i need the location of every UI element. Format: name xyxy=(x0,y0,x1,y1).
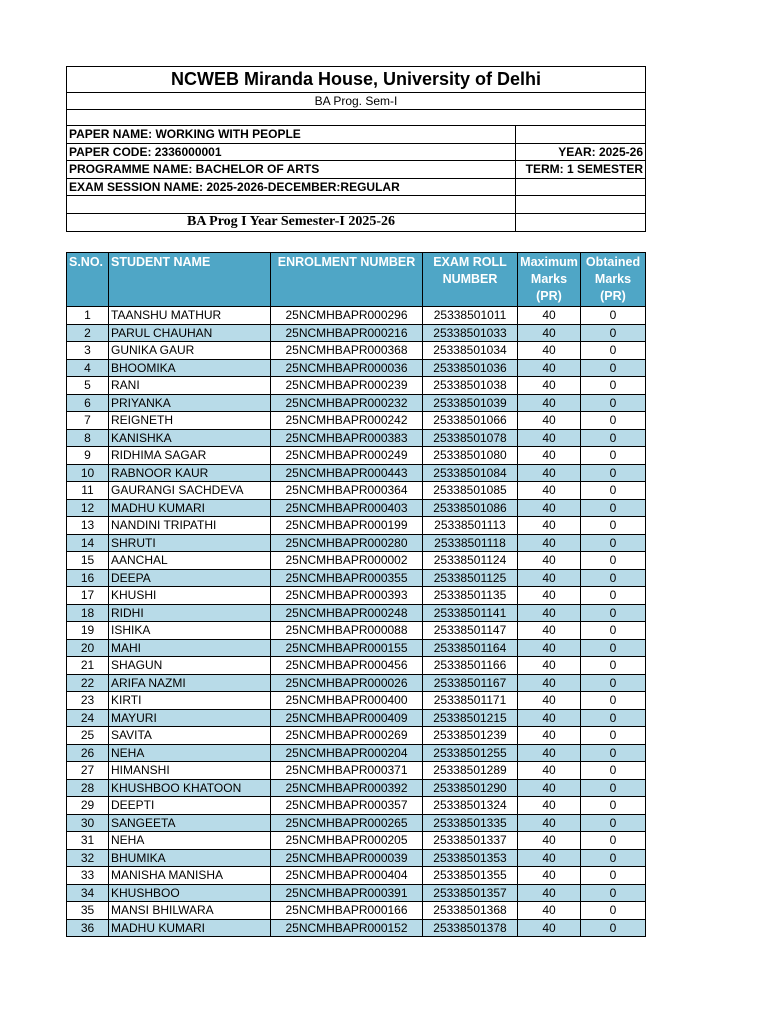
cell-obtained-marks: 0 xyxy=(581,552,646,570)
table-row xyxy=(67,342,646,360)
blank-cell xyxy=(516,178,646,196)
cell-enrolment: 25NCMHBAPR000249 xyxy=(271,447,423,465)
cell-sno: 25 xyxy=(67,727,109,745)
cell-obtained-marks: 0 xyxy=(581,639,646,657)
table-row xyxy=(67,587,646,605)
cell-max-marks: 40 xyxy=(518,394,581,412)
cell-obtained-marks: 0 xyxy=(581,849,646,867)
table-row xyxy=(67,604,646,622)
cell-student-name: KHUSHBOO xyxy=(109,884,271,902)
cell-sno: 19 xyxy=(67,622,109,640)
cell-sno: 18 xyxy=(67,604,109,622)
paper-name: PAPER NAME: WORKING WITH PEOPLE xyxy=(67,126,516,144)
cell-student-name: RABNOOR KAUR xyxy=(109,464,271,482)
cell-enrolment: 25NCMHBAPR000371 xyxy=(271,762,423,780)
cell-student-name: BHUMIKA xyxy=(109,849,271,867)
cell-student-name: ARIFA NAZMI xyxy=(109,674,271,692)
cell-sno: 20 xyxy=(67,639,109,657)
cell-exam-roll: 25338501171 xyxy=(423,692,518,710)
table-row xyxy=(67,692,646,710)
cell-obtained-marks: 0 xyxy=(581,517,646,535)
blank-cell xyxy=(67,196,516,214)
cell-student-name: DEEPTI xyxy=(109,797,271,815)
cell-exam-roll: 25338501084 xyxy=(423,464,518,482)
table-row xyxy=(67,779,646,797)
column-header-sno: S.NO. xyxy=(67,253,109,307)
cell-sno: 22 xyxy=(67,674,109,692)
cell-obtained-marks: 0 xyxy=(581,919,646,937)
table-row xyxy=(67,884,646,902)
cell-student-name: PRIYANKA xyxy=(109,394,271,412)
cell-max-marks: 40 xyxy=(518,412,581,430)
cell-sno: 35 xyxy=(67,902,109,920)
cell-max-marks: 40 xyxy=(518,324,581,342)
table-row xyxy=(67,639,646,657)
cell-enrolment: 25NCMHBAPR000403 xyxy=(271,499,423,517)
cell-obtained-marks: 0 xyxy=(581,762,646,780)
cell-obtained-marks: 0 xyxy=(581,447,646,465)
table-row xyxy=(67,832,646,850)
table-row xyxy=(67,849,646,867)
cell-exam-roll: 25338501368 xyxy=(423,902,518,920)
table-header-row xyxy=(67,253,646,307)
cell-max-marks: 40 xyxy=(518,499,581,517)
cell-sno: 7 xyxy=(67,412,109,430)
term: TERM: 1 SEMESTER xyxy=(516,161,646,179)
table-row xyxy=(67,429,646,447)
cell-student-name: SHAGUN xyxy=(109,657,271,675)
column-header-max-marks: Maximum Marks (PR) xyxy=(518,253,581,307)
cell-enrolment: 25NCMHBAPR000404 xyxy=(271,867,423,885)
cell-exam-roll: 25338501125 xyxy=(423,569,518,587)
column-header-obtained-marks: Obtained Marks (PR) xyxy=(581,253,646,307)
cell-max-marks: 40 xyxy=(518,657,581,675)
cell-student-name: NEHA xyxy=(109,832,271,850)
cell-student-name: REIGNETH xyxy=(109,412,271,430)
cell-exam-roll: 25338501080 xyxy=(423,447,518,465)
cell-obtained-marks: 0 xyxy=(581,744,646,762)
table-row xyxy=(67,709,646,727)
cell-enrolment: 25NCMHBAPR000296 xyxy=(271,307,423,325)
cell-enrolment: 25NCMHBAPR000269 xyxy=(271,727,423,745)
cell-student-name: KANISHKA xyxy=(109,429,271,447)
cell-obtained-marks: 0 xyxy=(581,429,646,447)
table-row xyxy=(67,359,646,377)
table-row xyxy=(67,919,646,937)
cell-student-name: MADHU KUMARI xyxy=(109,919,271,937)
cell-enrolment: 25NCMHBAPR000026 xyxy=(271,674,423,692)
cell-obtained-marks: 0 xyxy=(581,359,646,377)
cell-student-name: RIDHIMA SAGAR xyxy=(109,447,271,465)
cell-max-marks: 40 xyxy=(518,727,581,745)
cell-exam-roll: 25338501378 xyxy=(423,919,518,937)
cell-obtained-marks: 0 xyxy=(581,797,646,815)
cell-sno: 8 xyxy=(67,429,109,447)
cell-obtained-marks: 0 xyxy=(581,482,646,500)
cell-enrolment: 25NCMHBAPR000216 xyxy=(271,324,423,342)
cell-exam-roll: 25338501355 xyxy=(423,867,518,885)
cell-exam-roll: 25338501335 xyxy=(423,814,518,832)
cell-max-marks: 40 xyxy=(518,534,581,552)
cell-sno: 6 xyxy=(67,394,109,412)
table-row xyxy=(67,814,646,832)
cell-enrolment: 25NCMHBAPR000443 xyxy=(271,464,423,482)
cell-enrolment: 25NCMHBAPR000039 xyxy=(271,849,423,867)
cell-exam-roll: 25338501147 xyxy=(423,622,518,640)
cell-obtained-marks: 0 xyxy=(581,814,646,832)
table-row xyxy=(67,744,646,762)
cell-student-name: GUNIKA GAUR xyxy=(109,342,271,360)
cell-student-name: PARUL CHAUHAN xyxy=(109,324,271,342)
cell-enrolment: 25NCMHBAPR000393 xyxy=(271,587,423,605)
cell-exam-roll: 25338501166 xyxy=(423,657,518,675)
cell-max-marks: 40 xyxy=(518,604,581,622)
table-row xyxy=(67,412,646,430)
cell-max-marks: 40 xyxy=(518,587,581,605)
course-subtitle: BA Prog. Sem-I xyxy=(67,93,646,110)
cell-enrolment: 25NCMHBAPR000265 xyxy=(271,814,423,832)
cell-student-name: KHUSHBOO KHATOON xyxy=(109,779,271,797)
table-row xyxy=(67,762,646,780)
cell-exam-roll: 25338501135 xyxy=(423,587,518,605)
cell-exam-roll: 25338501141 xyxy=(423,604,518,622)
cell-obtained-marks: 0 xyxy=(581,779,646,797)
cell-max-marks: 40 xyxy=(518,569,581,587)
cell-sno: 4 xyxy=(67,359,109,377)
cell-student-name: MADHU KUMARI xyxy=(109,499,271,517)
cell-enrolment: 25NCMHBAPR000368 xyxy=(271,342,423,360)
cell-enrolment: 25NCMHBAPR000239 xyxy=(271,377,423,395)
cell-obtained-marks: 0 xyxy=(581,727,646,745)
cell-exam-roll: 25338501066 xyxy=(423,412,518,430)
cell-max-marks: 40 xyxy=(518,779,581,797)
cell-sno: 36 xyxy=(67,919,109,937)
table-row xyxy=(67,569,646,587)
cell-exam-roll: 25338501118 xyxy=(423,534,518,552)
cell-obtained-marks: 0 xyxy=(581,884,646,902)
cell-student-name: KHUSHI xyxy=(109,587,271,605)
table-row xyxy=(67,552,646,570)
cell-max-marks: 40 xyxy=(518,692,581,710)
cell-student-name: KIRTI xyxy=(109,692,271,710)
cell-enrolment: 25NCMHBAPR000204 xyxy=(271,744,423,762)
cell-enrolment: 25NCMHBAPR000364 xyxy=(271,482,423,500)
cell-enrolment: 25NCMHBAPR000355 xyxy=(271,569,423,587)
cell-obtained-marks: 0 xyxy=(581,587,646,605)
marks-table xyxy=(66,252,646,937)
cell-enrolment: 25NCMHBAPR000391 xyxy=(271,884,423,902)
cell-sno: 29 xyxy=(67,797,109,815)
table-row xyxy=(67,464,646,482)
cell-max-marks: 40 xyxy=(518,797,581,815)
table-row xyxy=(67,534,646,552)
blank-row xyxy=(67,110,646,126)
table-row xyxy=(67,377,646,395)
cell-max-marks: 40 xyxy=(518,482,581,500)
cell-max-marks: 40 xyxy=(518,342,581,360)
cell-student-name: MAYURI xyxy=(109,709,271,727)
cell-max-marks: 40 xyxy=(518,919,581,937)
cell-sno: 30 xyxy=(67,814,109,832)
sheet-title: BA Prog I Year Semester-I 2025-26 xyxy=(67,213,516,231)
cell-enrolment: 25NCMHBAPR000248 xyxy=(271,604,423,622)
cell-obtained-marks: 0 xyxy=(581,604,646,622)
cell-obtained-marks: 0 xyxy=(581,622,646,640)
cell-obtained-marks: 0 xyxy=(581,692,646,710)
cell-exam-roll: 25338501078 xyxy=(423,429,518,447)
cell-sno: 14 xyxy=(67,534,109,552)
cell-exam-roll: 25338501239 xyxy=(423,727,518,745)
cell-max-marks: 40 xyxy=(518,307,581,325)
document-header xyxy=(66,66,646,232)
table-row xyxy=(67,517,646,535)
cell-max-marks: 40 xyxy=(518,552,581,570)
blank-cell xyxy=(516,213,646,231)
cell-sno: 17 xyxy=(67,587,109,605)
cell-max-marks: 40 xyxy=(518,902,581,920)
cell-obtained-marks: 0 xyxy=(581,412,646,430)
cell-student-name: BHOOMIKA xyxy=(109,359,271,377)
table-row xyxy=(67,727,646,745)
cell-enrolment: 25NCMHBAPR000002 xyxy=(271,552,423,570)
cell-sno: 32 xyxy=(67,849,109,867)
cell-enrolment: 25NCMHBAPR000242 xyxy=(271,412,423,430)
table-row xyxy=(67,867,646,885)
cell-exam-roll: 25338501113 xyxy=(423,517,518,535)
table-row xyxy=(67,482,646,500)
cell-exam-roll: 25338501085 xyxy=(423,482,518,500)
cell-obtained-marks: 0 xyxy=(581,674,646,692)
cell-max-marks: 40 xyxy=(518,359,581,377)
table-row xyxy=(67,797,646,815)
cell-student-name: SHRUTI xyxy=(109,534,271,552)
cell-enrolment: 25NCMHBAPR000357 xyxy=(271,797,423,815)
cell-sno: 24 xyxy=(67,709,109,727)
year: YEAR: 2025-26 xyxy=(516,143,646,161)
table-row xyxy=(67,324,646,342)
cell-sno: 28 xyxy=(67,779,109,797)
cell-exam-roll: 25338501124 xyxy=(423,552,518,570)
cell-exam-roll: 25338501033 xyxy=(423,324,518,342)
cell-exam-roll: 25338501289 xyxy=(423,762,518,780)
cell-obtained-marks: 0 xyxy=(581,499,646,517)
cell-sno: 12 xyxy=(67,499,109,517)
cell-obtained-marks: 0 xyxy=(581,867,646,885)
institution-title: NCWEB Miranda House, University of Delhi xyxy=(67,67,646,93)
paper-code: PAPER CODE: 2336000001 xyxy=(67,143,516,161)
cell-obtained-marks: 0 xyxy=(581,902,646,920)
cell-sno: 26 xyxy=(67,744,109,762)
exam-session: EXAM SESSION NAME: 2025-2026-DECEMBER:REGULAR xyxy=(67,178,516,196)
cell-sno: 2 xyxy=(67,324,109,342)
cell-max-marks: 40 xyxy=(518,674,581,692)
cell-enrolment: 25NCMHBAPR000036 xyxy=(271,359,423,377)
cell-sno: 10 xyxy=(67,464,109,482)
cell-student-name: AANCHAL xyxy=(109,552,271,570)
cell-exam-roll: 25338501039 xyxy=(423,394,518,412)
table-row xyxy=(67,622,646,640)
table-row xyxy=(67,657,646,675)
cell-obtained-marks: 0 xyxy=(581,464,646,482)
table-row xyxy=(67,499,646,517)
cell-obtained-marks: 0 xyxy=(581,394,646,412)
cell-enrolment: 25NCMHBAPR000456 xyxy=(271,657,423,675)
cell-enrolment: 25NCMHBAPR000232 xyxy=(271,394,423,412)
cell-obtained-marks: 0 xyxy=(581,342,646,360)
table-row xyxy=(67,307,646,325)
cell-sno: 11 xyxy=(67,482,109,500)
cell-max-marks: 40 xyxy=(518,832,581,850)
cell-exam-roll: 25338501164 xyxy=(423,639,518,657)
blank-cell xyxy=(516,126,646,144)
cell-student-name: ISHIKA xyxy=(109,622,271,640)
cell-student-name: DEEPA xyxy=(109,569,271,587)
cell-exam-roll: 25338501290 xyxy=(423,779,518,797)
cell-exam-roll: 25338501215 xyxy=(423,709,518,727)
cell-sno: 27 xyxy=(67,762,109,780)
cell-exam-roll: 25338501036 xyxy=(423,359,518,377)
cell-sno: 16 xyxy=(67,569,109,587)
programme-name: PROGRAMME NAME: BACHELOR OF ARTS xyxy=(67,161,516,179)
blank-cell xyxy=(516,196,646,214)
cell-student-name: RIDHI xyxy=(109,604,271,622)
cell-student-name: SAVITA xyxy=(109,727,271,745)
cell-max-marks: 40 xyxy=(518,814,581,832)
cell-exam-roll: 25338501357 xyxy=(423,884,518,902)
cell-obtained-marks: 0 xyxy=(581,657,646,675)
cell-exam-roll: 25338501255 xyxy=(423,744,518,762)
cell-exam-roll: 25338501086 xyxy=(423,499,518,517)
cell-max-marks: 40 xyxy=(518,622,581,640)
cell-sno: 3 xyxy=(67,342,109,360)
table-row xyxy=(67,394,646,412)
table-row xyxy=(67,674,646,692)
cell-max-marks: 40 xyxy=(518,867,581,885)
cell-obtained-marks: 0 xyxy=(581,534,646,552)
cell-enrolment: 25NCMHBAPR000392 xyxy=(271,779,423,797)
column-header-enrolment: ENROLMENT NUMBER xyxy=(271,253,423,307)
cell-max-marks: 40 xyxy=(518,849,581,867)
cell-exam-roll: 25338501011 xyxy=(423,307,518,325)
cell-student-name: NEHA xyxy=(109,744,271,762)
cell-max-marks: 40 xyxy=(518,762,581,780)
cell-obtained-marks: 0 xyxy=(581,569,646,587)
cell-sno: 5 xyxy=(67,377,109,395)
cell-enrolment: 25NCMHBAPR000205 xyxy=(271,832,423,850)
cell-student-name: HIMANSHI xyxy=(109,762,271,780)
cell-enrolment: 25NCMHBAPR000088 xyxy=(271,622,423,640)
cell-sno: 15 xyxy=(67,552,109,570)
cell-exam-roll: 25338501324 xyxy=(423,797,518,815)
cell-student-name: RANI xyxy=(109,377,271,395)
column-header-exam-roll: EXAM ROLL NUMBER xyxy=(423,253,518,307)
cell-sno: 1 xyxy=(67,307,109,325)
cell-max-marks: 40 xyxy=(518,517,581,535)
cell-max-marks: 40 xyxy=(518,429,581,447)
cell-max-marks: 40 xyxy=(518,377,581,395)
cell-max-marks: 40 xyxy=(518,709,581,727)
cell-obtained-marks: 0 xyxy=(581,832,646,850)
cell-student-name: MAHI xyxy=(109,639,271,657)
cell-enrolment: 25NCMHBAPR000155 xyxy=(271,639,423,657)
cell-student-name: SANGEETA xyxy=(109,814,271,832)
cell-obtained-marks: 0 xyxy=(581,377,646,395)
cell-enrolment: 25NCMHBAPR000400 xyxy=(271,692,423,710)
cell-exam-roll: 25338501038 xyxy=(423,377,518,395)
cell-max-marks: 40 xyxy=(518,884,581,902)
cell-sno: 21 xyxy=(67,657,109,675)
cell-enrolment: 25NCMHBAPR000280 xyxy=(271,534,423,552)
cell-sno: 33 xyxy=(67,867,109,885)
cell-enrolment: 25NCMHBAPR000166 xyxy=(271,902,423,920)
cell-enrolment: 25NCMHBAPR000409 xyxy=(271,709,423,727)
cell-max-marks: 40 xyxy=(518,447,581,465)
cell-student-name: MANISHA MANISHA xyxy=(109,867,271,885)
cell-enrolment: 25NCMHBAPR000383 xyxy=(271,429,423,447)
cell-student-name: NANDINI TRIPATHI xyxy=(109,517,271,535)
table-row xyxy=(67,447,646,465)
cell-sno: 13 xyxy=(67,517,109,535)
cell-exam-roll: 25338501337 xyxy=(423,832,518,850)
table-row xyxy=(67,902,646,920)
cell-obtained-marks: 0 xyxy=(581,709,646,727)
cell-obtained-marks: 0 xyxy=(581,307,646,325)
cell-max-marks: 40 xyxy=(518,744,581,762)
cell-student-name: TAANSHU MATHUR xyxy=(109,307,271,325)
cell-obtained-marks: 0 xyxy=(581,324,646,342)
cell-enrolment: 25NCMHBAPR000152 xyxy=(271,919,423,937)
cell-exam-roll: 25338501353 xyxy=(423,849,518,867)
cell-sno: 23 xyxy=(67,692,109,710)
cell-exam-roll: 25338501167 xyxy=(423,674,518,692)
cell-sno: 34 xyxy=(67,884,109,902)
cell-max-marks: 40 xyxy=(518,464,581,482)
cell-student-name: MANSI BHILWARA xyxy=(109,902,271,920)
cell-student-name: GAURANGI SACHDEVA xyxy=(109,482,271,500)
cell-enrolment: 25NCMHBAPR000199 xyxy=(271,517,423,535)
cell-exam-roll: 25338501034 xyxy=(423,342,518,360)
cell-sno: 9 xyxy=(67,447,109,465)
cell-sno: 31 xyxy=(67,832,109,850)
column-header-student-name: STUDENT NAME xyxy=(109,253,271,307)
cell-max-marks: 40 xyxy=(518,639,581,657)
